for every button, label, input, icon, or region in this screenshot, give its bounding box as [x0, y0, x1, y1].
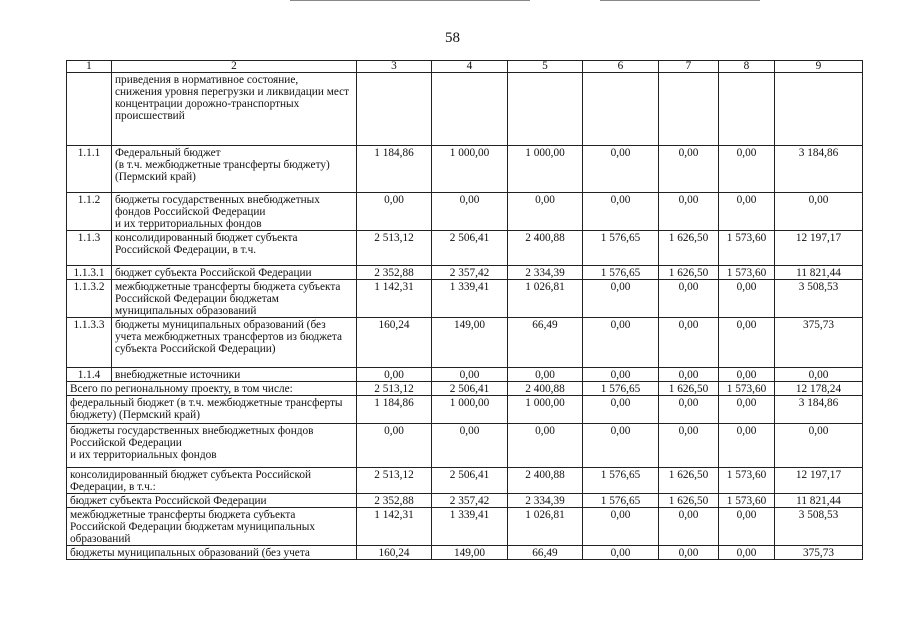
column-header: 5 — [508, 61, 583, 73]
table-row — [67, 73, 863, 146]
value-cell: 66,49 — [508, 318, 583, 368]
value-cell: 2 352,88 — [357, 494, 432, 508]
value-cell: 2 400,88 — [508, 382, 583, 396]
value-cell: 1 184,86 — [357, 146, 432, 193]
value-cell: 0,00 — [583, 280, 659, 318]
summary-row — [67, 382, 863, 396]
value-cell: 1 626,50 — [659, 382, 719, 396]
value-cell: 2 506,41 — [432, 382, 508, 396]
value-cell: 1 573,60 — [719, 266, 775, 280]
value-cell: 0,00 — [357, 368, 432, 382]
value-cell: 1 142,31 — [357, 280, 432, 318]
value-cell: 1 626,50 — [659, 266, 719, 280]
column-number-row — [67, 61, 863, 73]
value-cell: 2 513,12 — [357, 231, 432, 266]
table-row — [67, 231, 863, 266]
value-cell: 0,00 — [719, 424, 775, 468]
value-cell: 1 573,60 — [719, 494, 775, 508]
value-cell: 0,00 — [775, 193, 863, 231]
row-code: 1.1.3 — [67, 231, 112, 266]
value-cell: 0,00 — [583, 368, 659, 382]
value-cell: 2 334,39 — [508, 494, 583, 508]
value-cell: 1 142,31 — [357, 508, 432, 546]
summary-row — [67, 508, 863, 546]
value-cell — [583, 73, 659, 146]
value-cell: 0,00 — [719, 146, 775, 193]
value-cell: 2 506,41 — [432, 468, 508, 494]
value-cell: 12 178,24 — [775, 382, 863, 396]
column-header: 2 — [112, 61, 357, 73]
value-cell: 0,00 — [432, 193, 508, 231]
value-cell — [432, 73, 508, 146]
row-name: консолидированный бюджет субъекта Российской Федерации, в т.ч. — [112, 231, 357, 266]
value-cell: 0,00 — [719, 318, 775, 368]
value-cell: 0,00 — [659, 508, 719, 546]
value-cell — [659, 73, 719, 146]
value-cell: 2 400,88 — [508, 468, 583, 494]
value-cell — [508, 73, 583, 146]
value-cell: 12 197,17 — [775, 468, 863, 494]
value-cell: 0,00 — [719, 193, 775, 231]
value-cell: 0,00 — [659, 368, 719, 382]
value-cell: 2 357,42 — [432, 494, 508, 508]
column-header: 6 — [583, 61, 659, 73]
value-cell — [357, 73, 432, 146]
row-name: бюджеты государственных внебюджетных фондов Российской Федерации и их территориальных фондов — [112, 193, 357, 231]
value-cell: 160,24 — [357, 318, 432, 368]
table-row — [67, 368, 863, 382]
row-code — [67, 73, 112, 146]
value-cell: 0,00 — [659, 546, 719, 560]
page-number: 58 — [445, 30, 460, 46]
value-cell: 0,00 — [775, 424, 863, 468]
value-cell: 2 357,42 — [432, 266, 508, 280]
table-row — [67, 280, 863, 318]
value-cell: 3 184,86 — [775, 146, 863, 193]
budget-table — [66, 60, 863, 560]
value-cell: 0,00 — [659, 396, 719, 424]
value-cell: 0,00 — [583, 146, 659, 193]
value-cell: 3 184,86 — [775, 396, 863, 424]
value-cell: 2 513,12 — [357, 468, 432, 494]
row-code: 1.1.3.3 — [67, 318, 112, 368]
value-cell: 1 000,00 — [432, 396, 508, 424]
value-cell: 1 026,81 — [508, 508, 583, 546]
value-cell: 1 339,41 — [432, 280, 508, 318]
value-cell: 0,00 — [719, 396, 775, 424]
summary-row-name: федеральный бюджет (в т.ч. межбюджетные трансферты бюджету) (Пермский край) — [67, 396, 357, 424]
column-header: 1 — [67, 61, 112, 73]
value-cell: 1 576,65 — [583, 231, 659, 266]
summary-row — [67, 494, 863, 508]
value-cell: 12 197,17 — [775, 231, 863, 266]
value-cell: 375,73 — [775, 546, 863, 560]
row-name: бюджеты муниципальных образований (без учета межбюджетных трансфертов из бюджета субъекта Российской Федерации) — [112, 318, 357, 368]
table-row — [67, 146, 863, 193]
summary-row-name: консолидированный бюджет субъекта Российской Федерации, в т.ч.: — [67, 468, 357, 494]
value-cell: 0,00 — [719, 368, 775, 382]
row-code: 1.1.1 — [67, 146, 112, 193]
value-cell: 0,00 — [659, 280, 719, 318]
value-cell: 3 508,53 — [775, 280, 863, 318]
summary-row-name: межбюджетные трансферты бюджета субъекта Российской Федерации бюджетам муниципальных образований — [67, 508, 357, 546]
value-cell: 1 626,50 — [659, 468, 719, 494]
summary-row-name: бюджеты государственных внебюджетных фондов Российской Федерации и их территориальных фондов — [67, 424, 357, 468]
row-code: 1.1.2 — [67, 193, 112, 231]
value-cell: 11 821,44 — [775, 266, 863, 280]
value-cell: 1 626,50 — [659, 494, 719, 508]
value-cell: 1 576,65 — [583, 382, 659, 396]
value-cell: 0,00 — [583, 318, 659, 368]
column-header: 4 — [432, 61, 508, 73]
value-cell: 1 184,86 — [357, 396, 432, 424]
value-cell: 0,00 — [508, 368, 583, 382]
value-cell: 0,00 — [775, 368, 863, 382]
value-cell: 3 508,53 — [775, 508, 863, 546]
value-cell: 0,00 — [583, 508, 659, 546]
row-code: 1.1.3.2 — [67, 280, 112, 318]
value-cell: 0,00 — [659, 193, 719, 231]
summary-row-name: бюджет субъекта Российской Федерации — [67, 494, 357, 508]
table-row — [67, 193, 863, 231]
summary-row — [67, 424, 863, 468]
value-cell: 149,00 — [432, 318, 508, 368]
value-cell: 1 576,65 — [583, 266, 659, 280]
summary-row — [67, 396, 863, 424]
value-cell: 0,00 — [659, 424, 719, 468]
value-cell: 1 026,81 — [508, 280, 583, 318]
value-cell: 1 576,65 — [583, 494, 659, 508]
value-cell: 0,00 — [583, 546, 659, 560]
value-cell: 66,49 — [508, 546, 583, 560]
row-name: приведения в нормативное состояние, снижения уровня перегрузки и ликвидации мест концентрации дорожно-транспортных происшествий — [112, 73, 357, 146]
value-cell: 1 339,41 — [432, 508, 508, 546]
value-cell: 0,00 — [719, 546, 775, 560]
value-cell: 2 352,88 — [357, 266, 432, 280]
row-name: Федеральный бюджет (в т.ч. межбюджетные трансферты бюджету) (Пермский край) — [112, 146, 357, 193]
column-header: 9 — [775, 61, 863, 73]
value-cell: 0,00 — [357, 424, 432, 468]
value-cell: 1 000,00 — [508, 146, 583, 193]
row-name: межбюджетные трансферты бюджета субъекта Российской Федерации бюджетам муниципальных образований — [112, 280, 357, 318]
value-cell: 1 573,60 — [719, 468, 775, 494]
column-header: 3 — [357, 61, 432, 73]
value-cell: 1 000,00 — [432, 146, 508, 193]
value-cell: 149,00 — [432, 546, 508, 560]
value-cell: 0,00 — [583, 193, 659, 231]
row-name: внебюджетные источники — [112, 368, 357, 382]
summary-row — [67, 468, 863, 494]
row-code: 1.1.3.1 — [67, 266, 112, 280]
value-cell: 0,00 — [659, 146, 719, 193]
value-cell: 1 626,50 — [659, 231, 719, 266]
value-cell: 1 573,60 — [719, 382, 775, 396]
scan-edge-line — [600, 0, 760, 1]
value-cell: 0,00 — [719, 280, 775, 318]
value-cell: 1 000,00 — [508, 396, 583, 424]
value-cell: 0,00 — [508, 424, 583, 468]
summary-row-name: Всего по региональному проекту, в том числе: — [67, 382, 357, 396]
value-cell — [775, 73, 863, 146]
value-cell: 0,00 — [508, 193, 583, 231]
value-cell: 375,73 — [775, 318, 863, 368]
row-name: бюджет субъекта Российской Федерации — [112, 266, 357, 280]
value-cell: 2 513,12 — [357, 382, 432, 396]
value-cell: 0,00 — [583, 396, 659, 424]
value-cell: 2 334,39 — [508, 266, 583, 280]
value-cell: 0,00 — [357, 193, 432, 231]
value-cell: 2 400,88 — [508, 231, 583, 266]
value-cell: 0,00 — [432, 368, 508, 382]
table-row — [67, 318, 863, 368]
value-cell: 0,00 — [659, 318, 719, 368]
value-cell — [719, 73, 775, 146]
row-code: 1.1.4 — [67, 368, 112, 382]
value-cell: 0,00 — [719, 508, 775, 546]
column-header: 8 — [719, 61, 775, 73]
value-cell: 1 573,60 — [719, 231, 775, 266]
value-cell: 0,00 — [583, 424, 659, 468]
value-cell: 160,24 — [357, 546, 432, 560]
value-cell: 1 576,65 — [583, 468, 659, 494]
value-cell: 0,00 — [432, 424, 508, 468]
summary-row — [67, 546, 863, 560]
scan-edge-line — [290, 0, 530, 1]
value-cell: 11 821,44 — [775, 494, 863, 508]
table-row — [67, 266, 863, 280]
column-header: 7 — [659, 61, 719, 73]
summary-row-name: бюджеты муниципальных образований (без учета — [67, 546, 357, 560]
value-cell: 2 506,41 — [432, 231, 508, 266]
